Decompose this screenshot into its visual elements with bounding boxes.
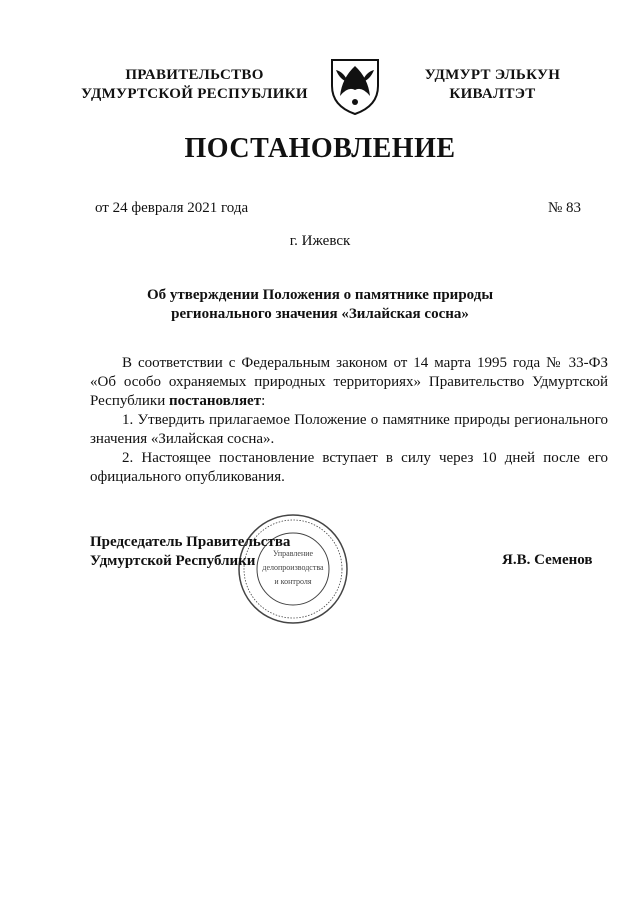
signatory-position-line-2: Удмуртской Республики [90, 553, 256, 569]
clause-1: 1. Утвердить прилагаемое Положение о памятнике природы регионального значения «Зилайская сосна». [90, 412, 608, 447]
document-title: ПОСТАНОВЛЕНИЕ [184, 133, 456, 164]
preamble-text: В соответствии с Федеральным законом от 14 марта 1995 года № 33-ФЗ «Об особо охраняемых природных территориях» Правительство Удмуртской Республики [90, 355, 608, 409]
signatory-position-line-1: Председатель Правительства [90, 534, 291, 550]
signatory-name: Я.В. Семенов [502, 552, 593, 568]
issuer-name-udmurt [405, 66, 580, 104]
preamble-colon: : [261, 393, 266, 409]
subject-line-2: регионального значения «Зилайская сосна» [171, 306, 469, 322]
resolves-keyword: постановляет [169, 393, 262, 409]
coat-of-arms-icon [328, 56, 382, 116]
clause-2: 2. Настоящее постановление вступает в силу через 10 дней после его официального опубликования. [90, 450, 608, 485]
preamble-paragraph [90, 354, 608, 411]
issuer-name-russian [72, 66, 317, 104]
seal-line-1: Управление [272, 549, 314, 558]
document-date: от 24 февраля 2021 года [95, 200, 249, 216]
issuer-udm-line-1: УДМУРТ ЭЛЬКУН [424, 67, 561, 83]
seal-line-2: делопроизводства [262, 563, 324, 572]
document-city: г. Ижевск [289, 233, 351, 249]
issuer-udm-line-2: КИВАЛТЭТ [449, 86, 536, 102]
issuer-line-1: ПРАВИТЕЛЬСТВО [125, 67, 264, 83]
issuer-line-2: УДМУРТСКОЙ РЕСПУБЛИКИ [81, 86, 308, 102]
document-number: № 83 [548, 200, 582, 216]
document-subject [90, 286, 550, 324]
document-body [90, 354, 608, 487]
subject-line-1: Об утверждении Положения о памятнике природы [146, 287, 494, 303]
signatory-position [90, 533, 290, 571]
seal-line-3: и контроля [274, 577, 312, 586]
